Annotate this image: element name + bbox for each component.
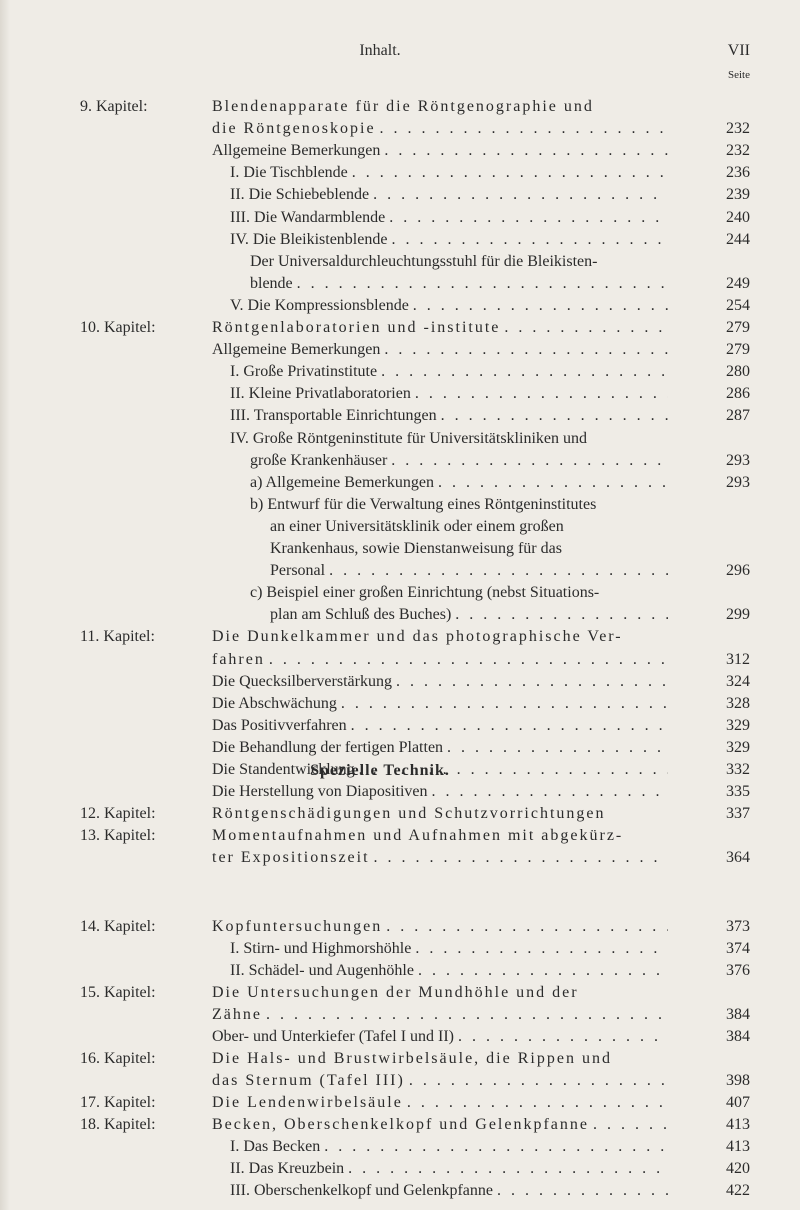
leader-dots bbox=[392, 671, 668, 693]
column-heading-seite: Seite bbox=[728, 69, 750, 81]
entry-title: I. Stirn- und Highmorshöhle bbox=[230, 940, 412, 957]
toc-entry bbox=[0, 450, 800, 472]
toc-entry bbox=[0, 405, 800, 427]
toc-entry-text bbox=[212, 916, 668, 938]
toc-entry bbox=[0, 472, 800, 494]
chapter-label: 12. Kapitel: bbox=[80, 805, 156, 823]
chapter-label: 9. Kapitel: bbox=[80, 98, 148, 115]
entry-title: III. Transportable Einrichtungen bbox=[230, 407, 437, 425]
entry-title: Die Hals- und Brustwirbelsäule, die Rippen und bbox=[212, 1050, 612, 1067]
toc-entry-text bbox=[250, 273, 668, 295]
toc-entry bbox=[0, 626, 800, 648]
toc-entry bbox=[0, 317, 800, 339]
leader-dots bbox=[262, 1004, 668, 1026]
chapter-label: 14. Kapitel: bbox=[80, 918, 156, 935]
entry-title: Die Lendenwirbelsäule bbox=[212, 1094, 403, 1111]
toc-entry bbox=[0, 759, 800, 781]
toc-entry bbox=[0, 428, 800, 450]
page-number: 279 bbox=[726, 319, 750, 336]
toc-entry bbox=[0, 494, 800, 516]
toc-entry-text bbox=[270, 604, 668, 626]
page-number: 364 bbox=[726, 849, 750, 867]
page-number: 254 bbox=[726, 296, 750, 314]
leader-dots bbox=[265, 649, 668, 671]
entry-title: fahren bbox=[212, 650, 265, 668]
toc-entry-text bbox=[212, 626, 668, 648]
entry-title: Becken, Oberschenkelkopf und Gelenkpfanne bbox=[212, 1116, 589, 1133]
chapter-label: 18. Kapitel: bbox=[80, 1116, 156, 1133]
leader-dots bbox=[348, 162, 668, 184]
toc-entry-text bbox=[230, 295, 668, 317]
entry-title: V. Die Kompressionsblende bbox=[230, 296, 409, 314]
page-number: 296 bbox=[726, 562, 750, 580]
entry-title: III. Die Wandarmblende bbox=[230, 208, 386, 226]
page-number: 407 bbox=[726, 1094, 750, 1111]
toc-entry bbox=[0, 229, 800, 251]
entry-title: a) Allgemeine Bemerkungen bbox=[250, 473, 434, 491]
toc-entry-text bbox=[230, 960, 668, 982]
page-number: 373 bbox=[726, 918, 750, 935]
entry-title: Zähne bbox=[212, 1006, 262, 1023]
page-number: 332 bbox=[726, 761, 750, 778]
toc-entry bbox=[0, 1114, 800, 1136]
toc-entry-text bbox=[212, 693, 668, 715]
entry-title: Der Universaldurchleuchtungsstuhl für die Bleikisten- bbox=[250, 252, 598, 270]
entry-title: c) Beispiel einer großen Einrichtung (nebst Situations- bbox=[250, 584, 600, 602]
toc-entry-text bbox=[230, 229, 668, 251]
leader-dots bbox=[387, 450, 668, 472]
page-number: 240 bbox=[726, 208, 750, 226]
toc-entry bbox=[0, 1092, 800, 1114]
toc-entry-text bbox=[230, 938, 668, 960]
entry-title: Röntgenschädigungen und Schutzvorrichtungen bbox=[212, 805, 606, 823]
page-number: 293 bbox=[726, 451, 750, 469]
toc-entry bbox=[0, 847, 800, 869]
entry-title: Die Standentwicklung bbox=[212, 761, 355, 778]
entry-title: an einer Universitätsklinik oder einem großen bbox=[270, 517, 564, 535]
toc-entry-text bbox=[212, 1004, 668, 1026]
toc-entry-text bbox=[250, 494, 668, 516]
leader-dots bbox=[380, 339, 668, 361]
leader-dots bbox=[344, 1158, 668, 1180]
leader-dots bbox=[293, 273, 668, 295]
entry-title: II. Das Kreuzbein bbox=[230, 1160, 345, 1177]
entry-title: Blendenapparate für die Röntgenographie und bbox=[212, 98, 594, 115]
toc-entry bbox=[0, 118, 800, 140]
page-number: 280 bbox=[726, 363, 750, 381]
entry-title: Allgemeine Bemerkungen bbox=[212, 142, 381, 160]
toc-entry bbox=[0, 803, 800, 825]
leader-dots bbox=[382, 916, 668, 938]
toc-entry-text bbox=[212, 1048, 668, 1070]
leader-dots bbox=[405, 1070, 668, 1092]
page-number: 384 bbox=[726, 1028, 750, 1045]
page-number: 329 bbox=[726, 716, 750, 734]
toc-entry-text bbox=[250, 450, 668, 472]
toc-entry bbox=[0, 162, 800, 184]
leader-dots bbox=[428, 781, 668, 803]
leader-dots bbox=[411, 938, 668, 960]
entry-title: große Krankenhäuser bbox=[250, 451, 388, 469]
toc-entry-text bbox=[212, 715, 668, 737]
page-number: 328 bbox=[726, 694, 750, 712]
toc-entry-text bbox=[212, 96, 668, 118]
toc-entry bbox=[0, 982, 800, 1004]
toc-entry bbox=[0, 671, 800, 693]
chapter-label: 10. Kapitel: bbox=[80, 319, 156, 336]
toc-entry bbox=[0, 273, 800, 295]
leader-dots bbox=[443, 737, 668, 759]
entry-title: plan am Schluß des Buches) bbox=[270, 606, 452, 624]
leader-dots bbox=[325, 560, 668, 582]
leader-dots bbox=[377, 361, 668, 383]
page-number: 287 bbox=[726, 407, 750, 425]
leader-dots bbox=[454, 1026, 668, 1048]
toc-entry-text bbox=[212, 1114, 668, 1136]
toc-entry-text bbox=[230, 361, 668, 383]
toc-entry-text bbox=[212, 1092, 668, 1114]
page-number: 413 bbox=[726, 1138, 750, 1155]
page-number: 374 bbox=[726, 940, 750, 957]
toc-entry-text bbox=[270, 516, 668, 538]
entry-title: I. Die Tischblende bbox=[230, 164, 348, 182]
toc-entry-text bbox=[230, 162, 668, 184]
toc-entry-text bbox=[270, 560, 668, 582]
page-number: 299 bbox=[726, 606, 750, 624]
page-number: 279 bbox=[726, 341, 750, 359]
running-header-page-number: VII bbox=[727, 42, 750, 59]
page-number: 329 bbox=[726, 738, 750, 756]
leader-dots bbox=[370, 847, 668, 869]
entry-title: Röntgenlaboratorien und -institute bbox=[212, 319, 501, 336]
page-number: 232 bbox=[726, 120, 750, 138]
entry-title: II. Schädel- und Augenhöhle bbox=[230, 962, 414, 979]
toc-entry bbox=[0, 560, 800, 582]
toc-entry bbox=[0, 96, 800, 118]
entry-title: Die Dunkelkammer und das photographische Ver- bbox=[212, 628, 623, 646]
section-title: Spezielle Technik. bbox=[310, 762, 450, 779]
entry-title: Allgemeine Bemerkungen bbox=[212, 341, 381, 359]
page-number: 293 bbox=[726, 473, 750, 491]
chapter-label: 11. Kapitel: bbox=[80, 628, 155, 646]
chapter-label: 15. Kapitel: bbox=[80, 984, 156, 1001]
toc-entry-text bbox=[250, 251, 668, 273]
leader-dots bbox=[409, 295, 668, 317]
toc-entry bbox=[0, 295, 800, 317]
toc-entry bbox=[0, 361, 800, 383]
entry-title: blende bbox=[250, 274, 293, 292]
toc-entry-text bbox=[230, 428, 668, 450]
leader-dots bbox=[500, 317, 668, 339]
toc-entry-text bbox=[230, 1158, 668, 1180]
toc-entry-text bbox=[212, 118, 668, 140]
toc-entry bbox=[0, 383, 800, 405]
leader-dots bbox=[414, 960, 668, 982]
page-number: 312 bbox=[726, 650, 750, 668]
entry-title: ter Expositionszeit bbox=[212, 849, 370, 867]
chapter-label: 13. Kapitel: bbox=[80, 827, 156, 845]
entry-title: das Sternum (Tafel III) bbox=[212, 1072, 405, 1089]
page-number: 413 bbox=[726, 1116, 750, 1133]
leader-dots bbox=[347, 715, 668, 737]
toc-entry bbox=[0, 251, 800, 273]
page-number: 236 bbox=[726, 164, 750, 182]
toc-entry-text bbox=[212, 803, 668, 825]
entry-title: Die Behandlung der fertigen Platten bbox=[212, 738, 444, 756]
entry-title: IV. Die Bleikistenblende bbox=[230, 230, 388, 248]
entry-title: IV. Große Röntgeninstitute für Universitätskliniken und bbox=[230, 429, 587, 447]
toc-entry-text bbox=[230, 1136, 668, 1158]
toc-entry-text bbox=[212, 1070, 668, 1092]
page-number: 239 bbox=[726, 186, 750, 204]
toc-entry-text bbox=[230, 383, 668, 405]
toc-entry-text bbox=[250, 472, 668, 494]
entry-title: Krankenhaus, sowie Dienstanweisung für das bbox=[270, 540, 562, 557]
toc-entry bbox=[0, 737, 800, 759]
toc-entry bbox=[0, 207, 800, 229]
leader-dots bbox=[376, 118, 668, 140]
toc-entry bbox=[0, 1136, 800, 1158]
page-number: 286 bbox=[726, 385, 750, 403]
entry-title: I. Große Privatinstitute bbox=[230, 363, 378, 381]
leader-dots bbox=[493, 1180, 668, 1202]
toc-entry-text bbox=[212, 1026, 668, 1048]
entry-title: III. Oberschenkelkopf und Gelenkpfanne bbox=[230, 1182, 494, 1199]
page-number: 384 bbox=[726, 1006, 750, 1023]
toc-entry-text bbox=[230, 207, 668, 229]
toc-entry bbox=[0, 960, 800, 982]
leader-dots bbox=[380, 140, 668, 162]
page-number: 376 bbox=[726, 962, 750, 979]
toc-entry bbox=[0, 1004, 800, 1026]
toc-entry bbox=[0, 781, 800, 803]
page-number: 337 bbox=[726, 805, 750, 823]
entry-title: II. Die Schiebeblende bbox=[230, 186, 370, 204]
toc-entry bbox=[0, 604, 800, 626]
toc-entry bbox=[0, 1070, 800, 1092]
leader-dots bbox=[320, 1136, 668, 1158]
toc-entry bbox=[0, 1158, 800, 1180]
entry-title: Die Untersuchungen der Mundhöhle und der bbox=[212, 984, 579, 1001]
toc-entry-text bbox=[270, 538, 668, 560]
toc-entry-text bbox=[212, 982, 668, 1004]
toc-entry bbox=[0, 339, 800, 361]
toc-entry bbox=[0, 538, 800, 560]
entry-title: b) Entwurf für die Verwaltung eines Röntgeninstitutes bbox=[250, 495, 597, 513]
leader-dots bbox=[434, 472, 668, 494]
toc-entry bbox=[0, 916, 800, 938]
toc-entry bbox=[0, 715, 800, 737]
page-number: 244 bbox=[726, 230, 750, 248]
page-number: 232 bbox=[726, 142, 750, 160]
toc-entry-text bbox=[212, 825, 668, 847]
toc-entry bbox=[0, 693, 800, 715]
entry-title: die Röntgenoskopie bbox=[212, 120, 376, 138]
toc-entry-text bbox=[230, 405, 668, 427]
leader-dots bbox=[387, 229, 668, 251]
leader-dots bbox=[403, 1092, 668, 1114]
leader-dots bbox=[337, 693, 668, 715]
toc-entry bbox=[0, 649, 800, 671]
toc-entry bbox=[0, 582, 800, 604]
toc-entry bbox=[0, 825, 800, 847]
toc-entry bbox=[0, 1048, 800, 1070]
leader-dots bbox=[451, 604, 668, 626]
entry-title: Personal bbox=[270, 562, 326, 580]
page-number: 324 bbox=[726, 672, 750, 690]
leader-dots bbox=[355, 759, 668, 781]
toc-entry bbox=[0, 140, 800, 162]
entry-title: II. Kleine Privatlaboratorien bbox=[230, 385, 411, 403]
leader-dots bbox=[369, 184, 668, 206]
toc-entry bbox=[0, 1026, 800, 1048]
toc-entry bbox=[0, 1180, 800, 1202]
toc-entry-text bbox=[250, 582, 668, 604]
page-number: 422 bbox=[726, 1182, 750, 1199]
leader-dots bbox=[411, 383, 668, 405]
leader-dots bbox=[385, 207, 668, 229]
entry-title: Die Abschwächung bbox=[212, 694, 337, 712]
toc-entry-text bbox=[212, 649, 668, 671]
entry-title: Kopfuntersuchungen bbox=[212, 918, 383, 935]
chapter-label: 16. Kapitel: bbox=[80, 1050, 156, 1067]
toc-entry bbox=[0, 938, 800, 960]
toc-entry-text bbox=[212, 737, 668, 759]
toc-entry-text bbox=[212, 140, 668, 162]
entry-title: Die Herstellung von Diapositiven bbox=[212, 783, 428, 801]
running-header-title: Inhalt. bbox=[359, 42, 401, 59]
entry-title: Das Positivverfahren bbox=[212, 716, 347, 734]
toc-entry-text bbox=[230, 184, 668, 206]
page-number: 420 bbox=[726, 1160, 750, 1177]
toc-entry-text bbox=[212, 317, 668, 339]
chapter-label: 17. Kapitel: bbox=[80, 1094, 156, 1111]
toc-entry-text bbox=[212, 339, 668, 361]
page-number: 398 bbox=[726, 1072, 750, 1089]
entry-title: Die Quecksilberverstärkung bbox=[212, 672, 392, 690]
page-number: 335 bbox=[726, 783, 750, 801]
leader-dots bbox=[589, 1114, 668, 1136]
toc-entry-text bbox=[230, 1180, 668, 1202]
entry-title: I. Das Becken bbox=[230, 1138, 321, 1155]
toc-entry bbox=[0, 184, 800, 206]
toc-entry-text bbox=[212, 781, 668, 803]
entry-title: Momentaufnahmen und Aufnahmen mit abgekürz- bbox=[212, 827, 624, 845]
toc-entry-text bbox=[212, 759, 668, 781]
toc-entry-text bbox=[212, 671, 668, 693]
page-number: 249 bbox=[726, 274, 750, 292]
toc-entry bbox=[0, 516, 800, 538]
toc-entry-text bbox=[212, 847, 668, 869]
leader-dots bbox=[437, 405, 668, 427]
entry-title: Ober- und Unterkiefer (Tafel I und II) bbox=[212, 1028, 454, 1045]
